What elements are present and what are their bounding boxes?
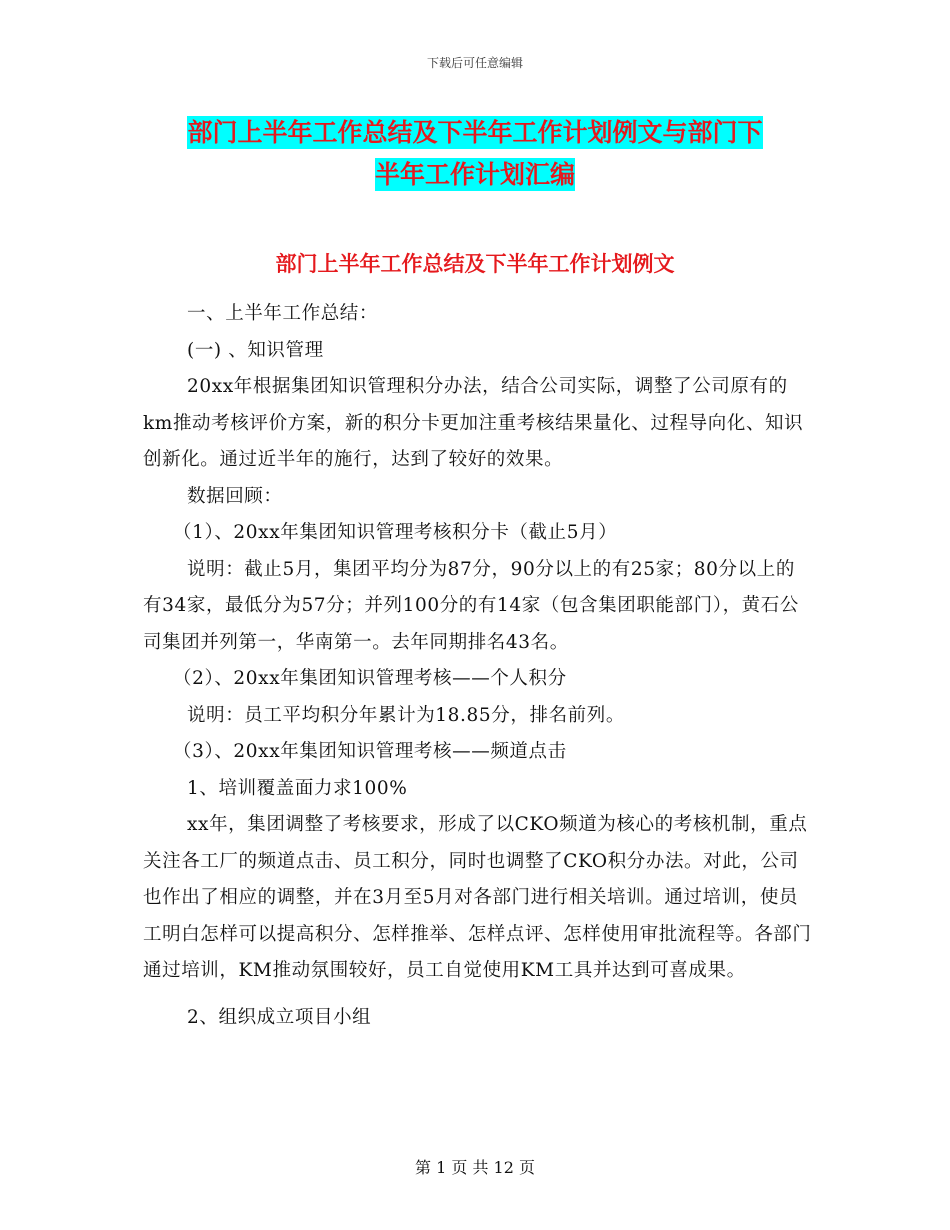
paragraph-intro: 20xx年根据集团知识管理积分办法，结合公司实际，调整了公司原有的km推动考核评价方案，新的积分卡更加注重考核结果量化、过程导向化、知识创新化。通过近半年的施行，达到了较好的效果。 <box>143 376 804 470</box>
item-3-channel-clicks: （3）、20xx年集团知识管理考核——频道点击 <box>173 741 567 762</box>
paragraph-training: xx年，集团调整了考核要求，形成了以CKO频道为核心的考核机制，重点关注各工厂的频道点击、员工积分，同时也调整了CKO积分办法。对此，公司也作出了相应的调整，并在3月至5月对各部门进行相关培训。通过培训，使员工明白怎样可以提高积分、怎样推举、怎样点评、怎样使用审批流程等。各部门通过培训，KM推动氛围较好，员工自觉使用KM工具并达到可喜成果。 <box>143 814 812 981</box>
heading-summary: 一、上半年工作总结： <box>187 303 379 324</box>
paragraph-explanation-2: 说明：员工平均积分年累计为18.85分，排名前列。 <box>187 704 625 726</box>
paragraph-data-review: 数据回顾： <box>187 485 283 507</box>
paragraph-explanation-1: 说明：截止5月，集团平均分为87分，90分以上的有25家；80分以上的有34家，最低分为57分；并列100分的有14家（包含集团职能部门），黄石公司集团并列第一，华南第一。去年同期排名43名。 <box>143 558 799 653</box>
item-2-personal-score: （2）、20xx年集团知识管理考核——个人积分 <box>173 668 567 689</box>
body-text <box>143 296 813 1036</box>
subheading-training-coverage: 1、培训覆盖面力求100% <box>187 777 408 799</box>
section-title: 部门上半年工作总结及下半年工作计划例文 <box>275 252 675 276</box>
subheading-project-team: 2、组织成立项目小组 <box>187 1006 372 1028</box>
document-title <box>0 112 950 196</box>
page-footer: 第 1 页 共 12 页 <box>415 1158 535 1177</box>
header-note: 下载后可任意编辑 <box>426 56 523 70</box>
item-1-scorecard: （1）、20xx年集团知识管理考核积分卡（截止5月） <box>173 522 618 543</box>
title-line-1: 部门上半年工作总结及下半年工作计划例文与部门下 <box>187 118 763 147</box>
title-line-2: 半年工作计划汇编 <box>374 160 575 189</box>
subheading-knowledge-management: (一) 、知识管理 <box>187 339 324 361</box>
